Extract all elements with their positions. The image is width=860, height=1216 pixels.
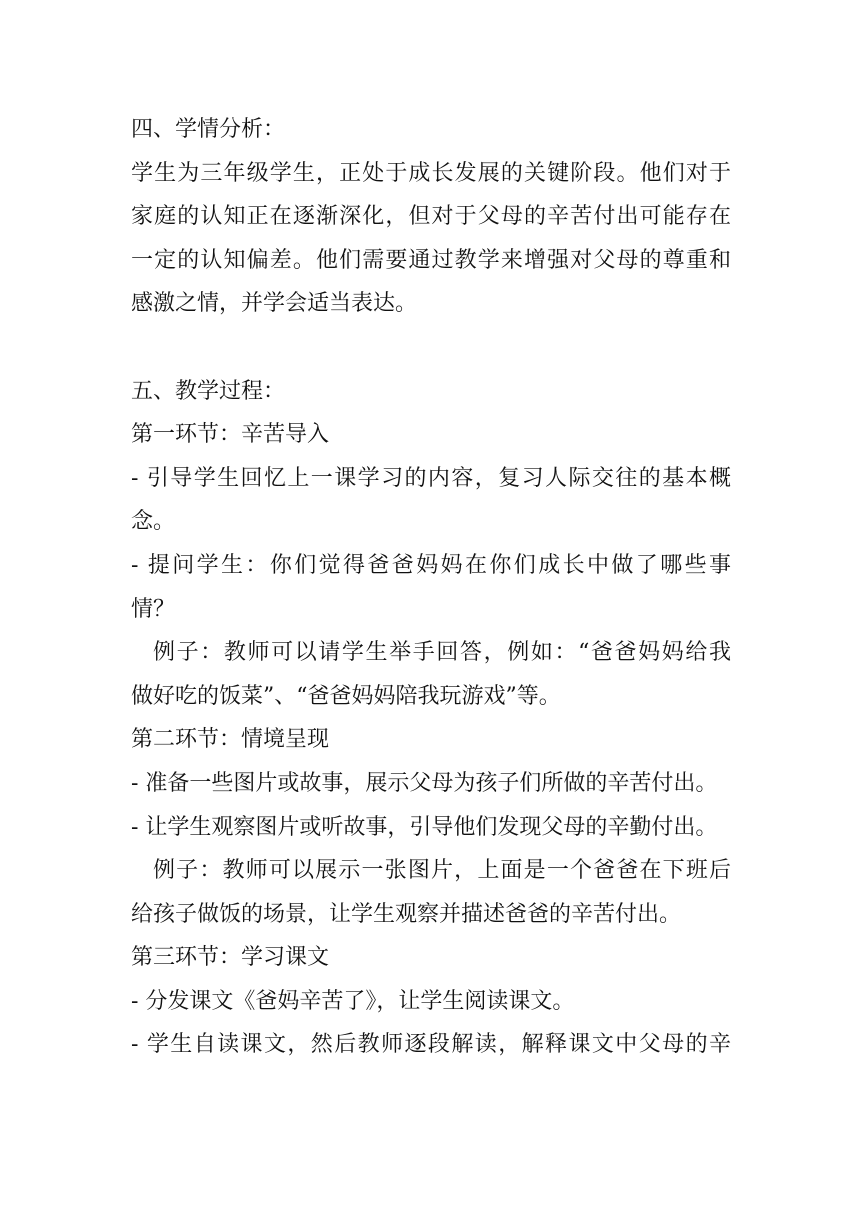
list-item-line: - 引导学生回忆上一课学习的内容，复习人际交往的基本概 bbox=[131, 465, 731, 491]
step-title: 第一环节：辛苦导入 bbox=[131, 422, 330, 448]
list-item-line: - 准备一些图片或故事，展示父母为孩子们所做的辛苦付出。 bbox=[131, 770, 718, 796]
list-item-line: - 分发课文《爸妈辛苦了》，让学生阅读课文。 bbox=[131, 988, 575, 1014]
list-item-line: - 让学生观察图片或听故事，引导他们发现父母的辛勤付出。 bbox=[131, 814, 718, 840]
list-item-line: - 提问学生：你们觉得爸爸妈妈在你们成长中做了哪些事 bbox=[131, 552, 731, 578]
list-item-line: 念。 bbox=[131, 509, 176, 535]
section-heading-teaching-process: 五、教学过程： bbox=[131, 378, 286, 404]
document-page bbox=[131, 108, 731, 1067]
paragraph-line: 感激之情，并学会适当表达。 bbox=[131, 291, 418, 317]
step-title: 第三环节：学习课文 bbox=[131, 945, 330, 971]
paragraph-line: 家庭的认知正在逐渐深化，但对于父母的辛苦付出可能存在 bbox=[131, 204, 731, 230]
list-item-line: - 学生自读课文，然后教师逐段解读，解释课文中父母的辛 bbox=[131, 1032, 731, 1058]
example-line: 给孩子做饭的场景，让学生观察并描述爸爸的辛苦付出。 bbox=[131, 901, 682, 927]
step-title: 第二环节：情境呈现 bbox=[131, 727, 330, 753]
paragraph-line: 一定的认知偏差。他们需要通过教学来增强对父母的尊重和 bbox=[131, 247, 731, 273]
paragraph-line: 学生为三年级学生，正处于成长发展的关键阶段。他们对于 bbox=[131, 160, 731, 186]
example-line: 例子：教师可以展示一张图片，上面是一个爸爸在下班后 bbox=[153, 858, 731, 884]
section-heading-student-analysis: 四、学情分析： bbox=[131, 117, 286, 142]
example-line: 做好吃的饭菜”、“爸爸妈妈陪我玩游戏”等。 bbox=[131, 683, 561, 709]
list-item-line: 情？ bbox=[131, 596, 176, 622]
blank-line bbox=[131, 326, 731, 370]
example-line: 例子：教师可以请学生举手回答，例如：“爸爸妈妈给我 bbox=[153, 640, 731, 666]
